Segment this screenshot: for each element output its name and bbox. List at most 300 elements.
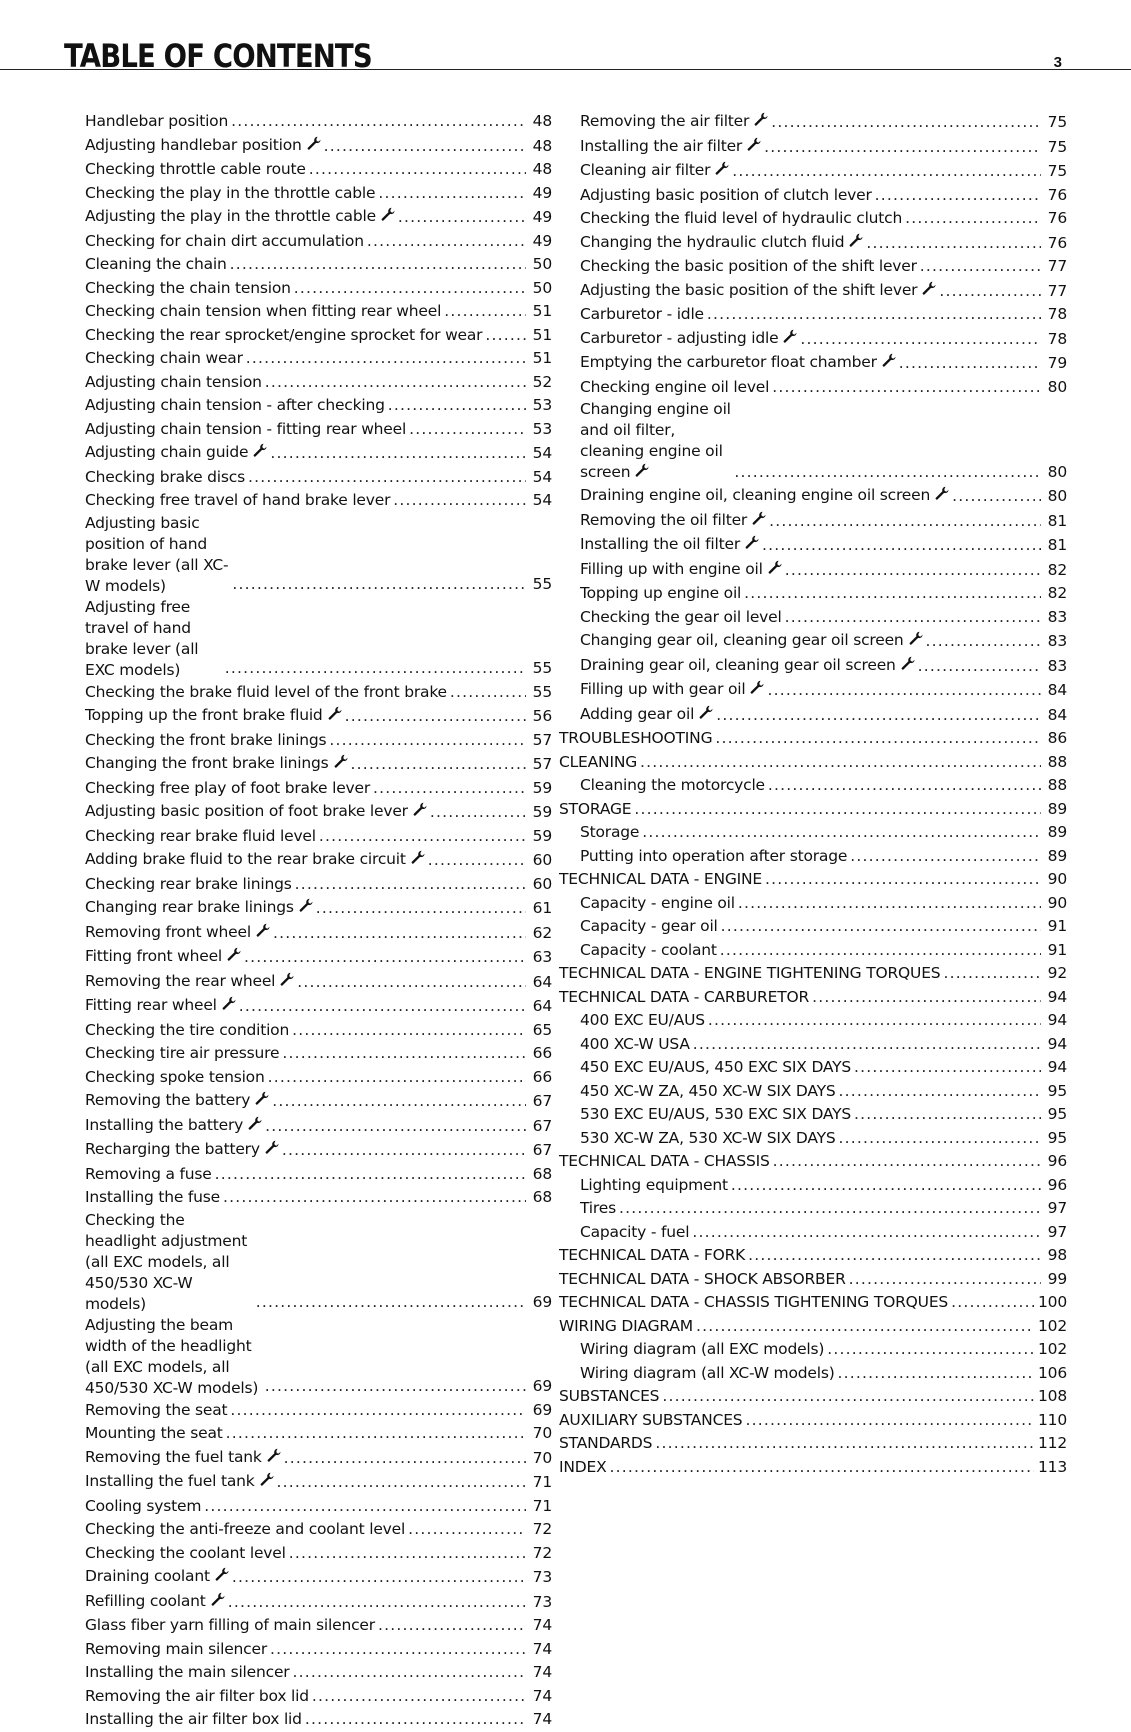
toc-page-number: 67: [532, 1141, 552, 1159]
toc-page-number: 91: [1047, 917, 1067, 935]
toc-page-number: 86: [1047, 729, 1067, 747]
toc-page-number: 88: [1047, 776, 1067, 794]
toc-entry[interactable]: [85, 1138, 552, 1163]
toc-entry-title: [85, 300, 441, 324]
dot-leader: [312, 1685, 526, 1709]
toc-entry-label: Cleaning the chain: [85, 255, 227, 273]
toc-entry[interactable]: [580, 582, 1067, 606]
toc-section-entry[interactable]: [559, 1291, 1067, 1315]
toc-entry[interactable]: [580, 774, 1067, 798]
toc-entry-label: Removing the air filter box lid: [85, 1686, 309, 1705]
toc-entry-label: Checking brake discs: [85, 467, 245, 486]
toc-entry[interactable]: [85, 441, 552, 466]
toc-entry[interactable]: [580, 703, 1067, 728]
toc-entry-title: [580, 845, 847, 869]
toc-section-entry[interactable]: [559, 1456, 1067, 1480]
dot-leader: [367, 230, 526, 254]
toc-entry[interactable]: [580, 892, 1067, 916]
toc-entry[interactable]: [580, 1197, 1067, 1221]
toc-entry[interactable]: [85, 1042, 552, 1066]
toc-entry-title: [85, 1542, 286, 1566]
toc-entry-title: [85, 1518, 405, 1542]
dot-leader: [738, 892, 1041, 916]
toc-entry-title: [85, 489, 390, 513]
toc-entry[interactable]: [85, 300, 552, 324]
toc-entry-title: [580, 1056, 851, 1080]
toc-entry-label: Adjusting free travel of hand brake lever (all EXC models): [85, 597, 199, 679]
toc-page-number: 95: [1047, 1081, 1067, 1100]
toc-entry-title: [85, 800, 427, 825]
toc-entry[interactable]: [85, 704, 552, 729]
toc-entry[interactable]: [85, 1518, 552, 1542]
dot-leader: [316, 897, 526, 921]
toc-entry-label: Removing the rear wheel: [85, 971, 276, 990]
dot-leader: [785, 606, 1041, 630]
wrench-icon: [280, 971, 294, 995]
toc-entry[interactable]: [580, 1127, 1067, 1151]
toc-section-entry[interactable]: [559, 798, 1067, 822]
page-title: TABLE OF CONTENTS: [64, 37, 372, 75]
toc-entry-title: [580, 207, 902, 231]
dot-leader: [270, 442, 526, 466]
dot-leader: [351, 753, 526, 777]
toc-page-number: 83: [1047, 632, 1067, 650]
toc-section-entry[interactable]: [559, 1432, 1067, 1456]
toc-entry[interactable]: [580, 255, 1067, 279]
toc-entry[interactable]: [580, 915, 1067, 939]
toc-entry[interactable]: [580, 484, 1067, 509]
toc-entry-label: Checking the gear oil level: [580, 607, 782, 626]
toc-page-number: 92: [1047, 964, 1067, 982]
toc-entry[interactable]: [85, 597, 552, 681]
toc-entry-title: [85, 896, 313, 921]
toc-entry[interactable]: [580, 1009, 1067, 1033]
toc-entry[interactable]: [85, 921, 552, 946]
toc-entry[interactable]: [85, 1186, 552, 1210]
toc-page-number: 71: [532, 1496, 552, 1515]
toc-entry-title: [85, 394, 385, 418]
toc-entry-label: Checking free travel of hand brake lever: [85, 491, 391, 509]
toc-section-entry[interactable]: [559, 962, 1067, 986]
toc-entry-label: Installing the fuel tank: [85, 1472, 255, 1490]
toc-entry[interactable]: [85, 371, 552, 395]
toc-entry[interactable]: [580, 159, 1067, 184]
toc-entry[interactable]: [85, 253, 552, 277]
dot-leader: [292, 1661, 526, 1685]
wrench-icon: [745, 534, 759, 558]
toc-entry[interactable]: [580, 1221, 1067, 1245]
toc-page-number: 74: [532, 1639, 552, 1658]
toc-page-number: 68: [532, 1188, 552, 1206]
toc-entry[interactable]: [580, 533, 1067, 558]
toc-entry[interactable]: [580, 110, 1067, 135]
toc-entry-label: Filling up with gear oil: [580, 680, 746, 698]
toc-entry[interactable]: [85, 970, 552, 995]
toc-section-entry[interactable]: [559, 1268, 1067, 1292]
toc-page-number: 60: [532, 874, 552, 893]
dot-leader: [204, 1495, 526, 1519]
toc-entry-title: [580, 135, 761, 160]
page-number: 3: [1053, 54, 1062, 71]
toc-entry[interactable]: [85, 1210, 552, 1315]
wrench-icon: [783, 328, 797, 352]
toc-entry-label: Removing the fuel tank: [85, 1447, 262, 1466]
toc-entry-title: [85, 825, 316, 849]
toc-entry-title: [85, 253, 227, 277]
toc-entry[interactable]: [85, 277, 552, 301]
toc-entry-label: Checking the play in the throttle cable: [85, 183, 376, 202]
toc-entry[interactable]: [580, 327, 1067, 352]
toc-entry[interactable]: [580, 1362, 1067, 1386]
toc-entry[interactable]: [580, 821, 1067, 845]
toc-page-number: 106: [1038, 1363, 1067, 1382]
toc-entry[interactable]: [85, 230, 552, 254]
toc-entry[interactable]: [85, 489, 552, 513]
toc-entry-title: [580, 1009, 705, 1033]
wrench-icon: [260, 1471, 274, 1495]
dot-leader: [265, 1375, 526, 1399]
toc-page-number: 95: [1047, 1128, 1067, 1147]
toc-entry[interactable]: [85, 1163, 552, 1187]
toc-entry[interactable]: [85, 1066, 552, 1090]
toc-page-number: 62: [532, 923, 552, 942]
toc-page-number: 91: [1047, 940, 1067, 959]
toc-entry[interactable]: [580, 1080, 1067, 1104]
toc-entry[interactable]: [85, 394, 552, 418]
dot-leader: [943, 962, 1041, 986]
toc-page-number: 51: [532, 349, 552, 367]
toc-entry-title: [580, 774, 765, 798]
toc-entry-label: TECHNICAL DATA - FORK: [559, 1246, 746, 1264]
dot-leader: [265, 1115, 526, 1139]
toc-page-number: 110: [1038, 1410, 1067, 1429]
toc-entry[interactable]: [580, 207, 1067, 231]
wrench-icon: [754, 111, 768, 135]
toc-entry[interactable]: [580, 231, 1067, 256]
toc-entry-title: [580, 110, 768, 135]
toc-entry[interactable]: [580, 279, 1067, 304]
toc-entry-label: SUBSTANCES: [559, 1387, 660, 1405]
toc-entry-title: [559, 1315, 693, 1339]
dot-leader: [232, 1566, 526, 1590]
toc-page-number: 90: [1047, 870, 1067, 888]
toc-section-entry[interactable]: [559, 986, 1067, 1010]
toc-entry[interactable]: [85, 945, 552, 970]
dot-leader: [284, 1447, 526, 1471]
dot-leader: [398, 206, 526, 230]
toc-entry[interactable]: [85, 1708, 552, 1732]
wrench-icon: [253, 442, 267, 466]
dot-leader: [720, 939, 1041, 963]
toc-entry[interactable]: [580, 1103, 1067, 1127]
toc-entry-label: Tires: [580, 1199, 616, 1217]
toc-entry[interactable]: [580, 303, 1067, 327]
toc-entry[interactable]: [580, 184, 1067, 208]
toc-entry-label: Changing the front brake linings: [85, 754, 329, 772]
toc-entry-title: [85, 1019, 289, 1043]
toc-entry[interactable]: [85, 182, 552, 206]
toc-entry-label: Removing main silencer: [85, 1639, 267, 1658]
toc-page-number: 94: [1047, 1058, 1067, 1076]
toc-entry[interactable]: [85, 848, 552, 873]
toc-section-entry[interactable]: [559, 868, 1067, 892]
dot-leader: [849, 1268, 1041, 1292]
toc-page-number: 69: [532, 1377, 552, 1395]
toc-entry[interactable]: [580, 939, 1067, 963]
toc-entry[interactable]: [85, 1495, 552, 1519]
toc-entry[interactable]: [85, 777, 552, 801]
toc-entry-title: [580, 1174, 728, 1198]
dot-leader: [696, 1315, 1034, 1339]
toc-entry-label: TECHNICAL DATA - SHOCK ABSORBER: [559, 1269, 846, 1288]
toc-entry[interactable]: [85, 1422, 552, 1446]
dot-leader: [939, 280, 1041, 304]
wrench-icon: [256, 922, 270, 946]
dot-leader: [634, 798, 1041, 822]
toc-entry[interactable]: [85, 1470, 552, 1495]
toc-entry[interactable]: [85, 1614, 552, 1638]
toc-section-entry[interactable]: [559, 751, 1067, 775]
toc-entry-title: [85, 513, 229, 597]
toc-entry-label: Removing the battery: [85, 1091, 251, 1109]
toc-entry-label: Filling up with engine oil: [580, 559, 763, 578]
toc-page-number: 88: [1047, 752, 1067, 771]
toc-entry[interactable]: [580, 399, 1067, 484]
dot-leader: [610, 1456, 1034, 1480]
toc-entry-title: [580, 939, 717, 963]
toc-entry-label: 530 XC-W ZA, 530 XC-W SIX DAYS: [580, 1128, 836, 1147]
toc-entry[interactable]: [85, 110, 552, 134]
toc-entry-title: [85, 1446, 281, 1471]
toc-entry[interactable]: [85, 896, 552, 921]
toc-entry-title: [580, 821, 639, 845]
toc-page-number: 66: [532, 1044, 552, 1062]
toc-entry-title: [85, 324, 482, 348]
toc-entry[interactable]: [580, 135, 1067, 160]
dot-leader: [345, 705, 526, 729]
wrench-icon: [882, 352, 896, 376]
dot-leader: [854, 1103, 1041, 1127]
toc-entry-title: [85, 1495, 201, 1519]
toc-page-number: 72: [532, 1520, 552, 1538]
toc-page-number: 59: [532, 778, 552, 797]
toc-entry-label: Adjusting basic position of foot brake lever: [85, 802, 408, 820]
dot-leader: [642, 821, 1041, 845]
toc-section-entry[interactable]: [559, 1244, 1067, 1268]
wrench-icon: [227, 946, 241, 970]
toc-entry-label: Checking the fluid level of hydraulic clutch: [580, 209, 903, 227]
toc-section-entry[interactable]: [559, 1409, 1067, 1433]
toc-entry[interactable]: [580, 351, 1067, 376]
toc-entry[interactable]: [85, 1661, 552, 1685]
toc-entry[interactable]: [85, 1542, 552, 1566]
toc-page-number: 73: [532, 1568, 552, 1586]
toc-page-number: 74: [532, 1710, 552, 1728]
toc-page-number: 78: [1047, 305, 1067, 323]
wrench-icon: [215, 1566, 229, 1590]
toc-page-number: 65: [532, 1020, 552, 1039]
toc-entry-title: [85, 1565, 229, 1590]
toc-entry[interactable]: [85, 1315, 552, 1399]
toc-entry[interactable]: [580, 1033, 1067, 1057]
toc-entry[interactable]: [85, 513, 552, 597]
toc-entry[interactable]: [85, 1565, 552, 1590]
dot-leader: [268, 1066, 526, 1090]
toc-entry[interactable]: [85, 205, 552, 230]
toc-entry-title: [85, 729, 326, 753]
toc-page-number: 74: [532, 1616, 552, 1634]
toc-entry[interactable]: [85, 1685, 552, 1709]
toc-entry[interactable]: [85, 1114, 552, 1139]
dot-leader: [239, 995, 526, 1019]
toc-entry[interactable]: [85, 466, 552, 490]
toc-entry-label: Draining gear oil, cleaning gear oil screen: [580, 655, 896, 674]
dot-leader: [732, 160, 1041, 184]
toc-entry[interactable]: [85, 752, 552, 777]
toc-entry-title: [85, 1422, 223, 1446]
toc-entry-label: Cooling system: [85, 1496, 202, 1515]
toc-entry-title: [559, 1150, 770, 1174]
dot-leader: [768, 774, 1041, 798]
toc-entry[interactable]: [580, 606, 1067, 630]
dot-leader: [708, 1009, 1041, 1033]
wrench-icon: [699, 704, 713, 728]
toc-entry-label: Draining engine oil, cleaning engine oil screen: [580, 486, 931, 504]
toc-entry[interactable]: [85, 1638, 552, 1662]
dot-leader: [812, 986, 1041, 1010]
toc-entry[interactable]: [85, 1590, 552, 1615]
dot-leader: [408, 1518, 526, 1542]
dot-leader: [839, 1080, 1042, 1104]
toc-page-number: 64: [532, 972, 552, 991]
toc-entry-label: Removing the seat: [85, 1400, 228, 1419]
toc-entry-label: 450 EXC EU/AUS, 450 EXC SIX DAYS: [580, 1058, 852, 1076]
toc-entry-label: Checking chain tension when fitting rear wheel: [85, 302, 442, 320]
toc-entry[interactable]: [85, 1446, 552, 1471]
toc-entry-title: [559, 798, 631, 822]
toc-entry-title: [85, 1138, 279, 1163]
toc-entry-title: [580, 606, 782, 630]
toc-entry[interactable]: [85, 873, 552, 897]
dot-leader: [767, 679, 1041, 703]
toc-section-entry[interactable]: [559, 727, 1067, 751]
toc-entry-title: [85, 1399, 227, 1423]
toc-entry[interactable]: [580, 678, 1067, 703]
toc-entry-label: Adjusting chain guide: [85, 443, 249, 461]
toc-entry-label: Adjusting the beam width of the headlight (all EXC models, all 450/530 XC-W models): [85, 1315, 259, 1397]
toc-entry[interactable]: [580, 654, 1067, 679]
toc-entry-label: TECHNICAL DATA - ENGINE: [559, 870, 763, 888]
toc-entry[interactable]: [580, 629, 1067, 654]
dot-leader: [256, 1291, 526, 1315]
wrench-icon: [413, 801, 427, 825]
toc-entry-label: Draining coolant: [85, 1567, 210, 1585]
toc-entry-title: [559, 1291, 948, 1315]
toc-page-number: 99: [1047, 1269, 1067, 1288]
toc-entry[interactable]: [85, 825, 552, 849]
toc-entry-title: [85, 1590, 225, 1615]
toc-entry[interactable]: [580, 558, 1067, 583]
toc-section-entry[interactable]: [559, 1150, 1067, 1174]
wrench-icon: [935, 485, 949, 509]
toc-section-entry[interactable]: [559, 1385, 1067, 1409]
toc-entry[interactable]: [85, 1019, 552, 1043]
toc-entry[interactable]: [85, 134, 552, 159]
toc-entry-title: [580, 1103, 851, 1127]
toc-entry-title: [85, 994, 236, 1019]
wrench-icon: [922, 280, 936, 304]
toc-section-entry[interactable]: [559, 1315, 1067, 1339]
toc-entry[interactable]: [85, 324, 552, 348]
toc-entry-label: AUXILIARY SUBSTANCES: [559, 1410, 743, 1429]
dot-leader: [277, 1471, 526, 1495]
toc-entry[interactable]: [580, 1056, 1067, 1080]
toc-page-number: 102: [1038, 1316, 1067, 1335]
toc-page-number: 50: [532, 255, 552, 273]
toc-entry[interactable]: [580, 509, 1067, 534]
dot-leader: [230, 253, 526, 277]
toc-entry[interactable]: [580, 1338, 1067, 1362]
toc-entry-label: Storage: [580, 823, 640, 841]
toc-entry[interactable]: [580, 376, 1067, 400]
toc-entry-title: [580, 1080, 836, 1104]
toc-entry-label: Checking throttle cable route: [85, 160, 306, 178]
toc-entry-label: Removing the air filter: [580, 112, 750, 130]
toc-entry[interactable]: [85, 1399, 552, 1423]
toc-entry-label: WIRING DIAGRAM: [559, 1316, 693, 1335]
dot-leader: [228, 1591, 526, 1615]
toc-page-number: 80: [1047, 462, 1067, 481]
toc-entry-label: Checking the basic position of the shift lever: [580, 257, 917, 275]
toc-page-number: 80: [1047, 377, 1067, 396]
dot-leader: [248, 466, 526, 490]
toc-entry[interactable]: [85, 1089, 552, 1114]
toc-page-number: 67: [532, 1092, 552, 1110]
toc-entry[interactable]: [85, 158, 552, 182]
wrench-icon: [248, 1115, 262, 1139]
toc-entry-title: [559, 727, 712, 751]
toc-entry-label: Cleaning the motorcycle: [580, 776, 765, 794]
toc-entry-label: Fitting rear wheel: [85, 996, 217, 1014]
toc-page-number: 70: [532, 1448, 552, 1467]
wrench-icon: [299, 897, 313, 921]
toc-entry-title: [85, 1614, 375, 1638]
toc-entry[interactable]: [85, 418, 552, 442]
toc-entry-title: [85, 848, 425, 873]
toc-page-number: 49: [532, 231, 552, 250]
page-header: [0, 0, 1131, 75]
toc-entry-title: [85, 371, 262, 395]
dot-leader: [850, 845, 1041, 869]
toc-entry[interactable]: [85, 994, 552, 1019]
toc-entry[interactable]: [85, 729, 552, 753]
toc-entry[interactable]: [580, 1174, 1067, 1198]
toc-entry[interactable]: [85, 347, 552, 371]
toc-entry-title: [559, 1432, 652, 1456]
toc-page-number: 94: [1047, 987, 1067, 1006]
wrench-icon: [768, 559, 782, 583]
dot-leader: [223, 1186, 526, 1210]
dot-leader: [716, 704, 1041, 728]
toc-entry[interactable]: [580, 845, 1067, 869]
toc-entry[interactable]: [85, 681, 552, 705]
toc-entry[interactable]: [85, 800, 552, 825]
toc-page-number: 72: [532, 1543, 552, 1562]
toc-page-number: 94: [1047, 1034, 1067, 1053]
toc-entry-title: [580, 509, 766, 534]
wrench-icon: [334, 753, 348, 777]
dot-leader: [246, 347, 526, 371]
